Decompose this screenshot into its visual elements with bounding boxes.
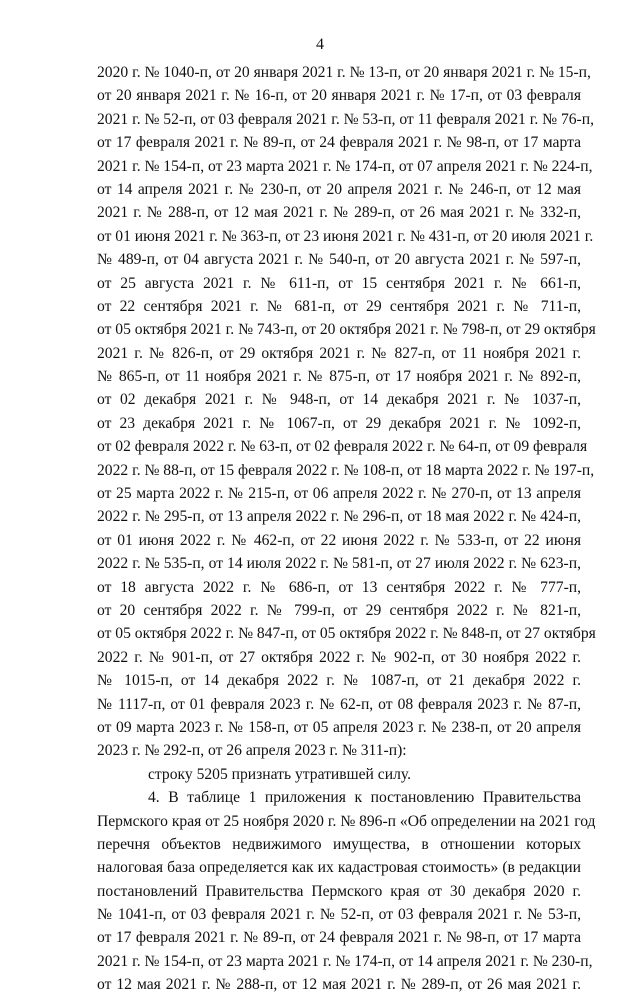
text-line: 2021 г. № 52-п, от 03 февраля 2021 г. № 53-п, от 11 февраля 2021 г. № 76-п, xyxy=(97,110,594,128)
text-line: № 1041-п, от 03 февраля 2021 г. № 52-п, от 03 февраля 2021 г. № 53-п, xyxy=(97,906,581,924)
text-line: строку 5205 признать утратившей силу. xyxy=(148,765,411,783)
text-line: от 23 декабря 2021 г. № 1067-п, от 29 декабря 2021 г. № 1092-п, xyxy=(97,414,581,432)
page-number: 4 xyxy=(316,36,324,53)
text-line: от 12 мая 2021 г. № 288-п, от 12 мая 2021 г. № 289-п, от 26 мая 2021 г. xyxy=(97,976,581,994)
text-line: постановлений Правительства Пермского края от 30 декабря 2020 г. xyxy=(97,882,581,900)
text-line: 2021 г. № 826-п, от 29 октября 2021 г. № 827-п, от 11 ноября 2021 г. xyxy=(97,344,581,362)
text-line: от 01 июня 2022 г. № 462-п, от 22 июня 2022 г. № 533-п, от 22 июня xyxy=(97,531,581,549)
text-line: 2022 г. № 88-п, от 15 февраля 2022 г. № 108-п, от 18 марта 2022 г. № 197-п, xyxy=(97,461,595,479)
text-line: 2021 г. № 154-п, от 23 марта 2021 г. № 174-п, от 14 апреля 2021 г. № 230-п, xyxy=(97,952,593,970)
text-line: от 05 октября 2021 г. № 743-п, от 20 октября 2021 г. № 798-п, от 29 октября xyxy=(97,321,596,339)
text-line: перечня объектов недвижимого имущества, в отношении которых xyxy=(97,835,581,853)
text-line: № 1117-п, от 01 февраля 2023 г. № 62-п, от 08 февраля 2023 г. № 87-п, xyxy=(97,695,581,713)
text-line: налоговая база определяется как их кадастровая стоимость» (в редакции xyxy=(97,859,581,877)
text-line: от 18 августа 2022 г. № 686-п, от 13 сентября 2022 г. № 777-п, xyxy=(97,578,581,596)
text-line: 2020 г. № 1040-п, от 20 января 2021 г. № 13-п, от 20 января 2021 г. № 15-п, xyxy=(97,64,591,81)
text-line: от 20 сентября 2022 г. № 799-п, от 29 сентября 2022 г. № 821-п, xyxy=(97,601,581,619)
text-line: от 02 декабря 2021 г. № 948-п, от 14 декабря 2021 г. № 1037-п, xyxy=(97,391,581,409)
text-line: 2023 г. № 292-п, от 26 апреля 2023 г. № 311-п): xyxy=(97,742,407,760)
text-line: от 01 июня 2021 г. № 363-п, от 23 июня 2021 г. № 431-п, от 20 июля 2021 г. xyxy=(97,227,594,245)
text-line: от 25 марта 2022 г. № 215-п, от 06 апреля 2022 г. № 270-п, от 13 апреля xyxy=(97,485,581,503)
text-line: от 09 марта 2023 г. № 158-п, от 05 апреля 2023 г. № 238-п, от 20 апреля xyxy=(97,718,581,736)
body-text xyxy=(97,61,596,997)
text-line: 2021 г. № 154-п, от 23 марта 2021 г. № 174-п, от 07 апреля 2021 г. № 224-п, xyxy=(97,157,593,175)
text-line: Пермского края от 25 ноября 2020 г. № 896-п «Об определении на 2021 год xyxy=(97,812,596,830)
text-line: 2022 г. № 901-п, от 27 октября 2022 г. № 902-п, от 30 ноября 2022 г. xyxy=(97,648,581,666)
text-line: № 1015-п, от 14 декабря 2022 г. № 1087-п, от 21 декабря 2022 г. xyxy=(97,672,581,690)
text-line: № 865-п, от 11 ноября 2021 г. № 875-п, от 17 ноября 2021 г. № 892-п, xyxy=(97,368,581,386)
text-line: от 20 января 2021 г. № 16-п, от 20 января 2021 г. № 17-п, от 03 февраля xyxy=(97,87,581,105)
text-line: 4. В таблице 1 приложения к постановлению Правительства xyxy=(148,789,581,807)
text-line: 2022 г. № 535-п, от 14 июля 2022 г. № 581-п, от 27 июля 2022 г. № 623-п, xyxy=(97,555,581,573)
text-line: от 25 августа 2021 г. № 611-п, от 15 сентября 2021 г. № 661-п, xyxy=(97,274,581,292)
text-line: от 05 октября 2022 г. № 847-п, от 05 октября 2022 г. № 848-п, от 27 октября xyxy=(97,625,596,643)
text-line: 2021 г. № 288-п, от 12 мая 2021 г. № 289-п, от 26 мая 2021 г. № 332-п, xyxy=(97,204,581,222)
text-line: 2022 г. № 295-п, от 13 апреля 2022 г. № 296-п, от 18 мая 2022 г. № 424-п, xyxy=(97,508,581,526)
text-line: от 17 февраля 2021 г. № 89-п, от 24 февраля 2021 г. № 98-п, от 17 марта xyxy=(97,134,581,152)
text-line: от 14 апреля 2021 г. № 230-п, от 20 апреля 2021 г. № 246-п, от 12 мая xyxy=(97,180,581,198)
text-line: № 489-п, от 04 августа 2021 г. № 540-п, от 20 августа 2021 г. № 597-п, xyxy=(97,251,581,269)
text-line: от 17 февраля 2021 г. № 89-п, от 24 февраля 2021 г. № 98-п, от 17 марта xyxy=(97,929,581,947)
text-line: от 02 февраля 2022 г. № 63-п, от 02 февраля 2022 г. № 64-п, от 09 февраля xyxy=(97,438,588,456)
text-line: от 22 сентября 2021 г. № 681-п, от 29 сентября 2021 г. № 711-п, xyxy=(97,297,581,315)
